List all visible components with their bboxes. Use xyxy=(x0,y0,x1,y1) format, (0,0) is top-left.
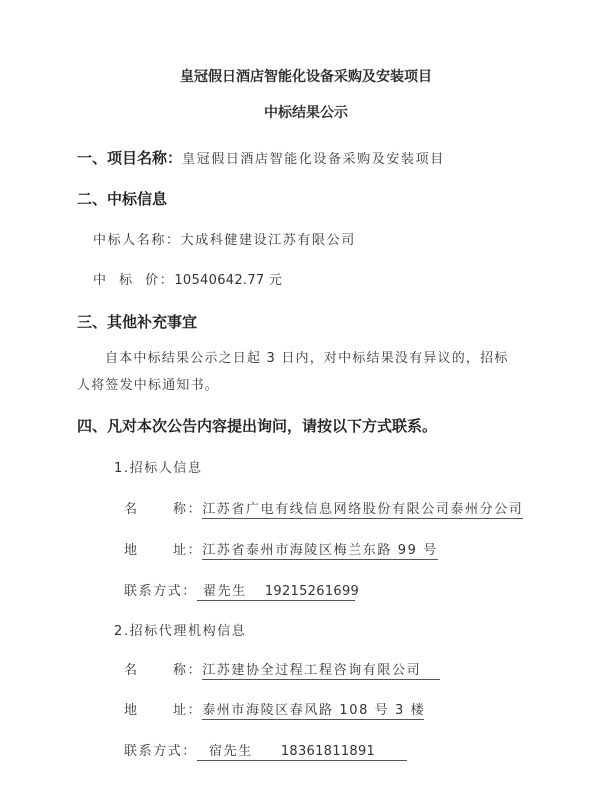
contact-label: 联系方式： xyxy=(124,584,198,599)
section-heading: 二、中标信息 xyxy=(77,190,168,208)
address-label: 地 址： xyxy=(124,543,203,558)
supplementary-paragraph: 自本中标结果公示之日起 3 日内，对中标结果没有异议的，招标人将签发中标通知书。 xyxy=(77,351,509,393)
contact-phone: 19215261699 xyxy=(264,584,360,599)
name-label: 名 称： xyxy=(124,663,203,678)
contact-label: 联系方式： xyxy=(124,744,198,759)
winner-label: 中标人名称： xyxy=(93,233,181,248)
agent-name-value: 江苏建协全过程工程咨询有限公司 xyxy=(202,663,422,678)
agent-contact-row xyxy=(124,740,407,761)
price-value: 10540642.77 元 xyxy=(174,273,283,288)
address-label: 地 址： xyxy=(124,703,203,718)
tenderer-address-row xyxy=(124,539,438,558)
name-label: 名 称： xyxy=(124,502,203,517)
contact-person: 翟先生 xyxy=(203,584,247,599)
tenderer-name-value: 江苏省广电有线信息网络股份有限公司泰州分公司 xyxy=(202,502,524,517)
document-title: 皇冠假日酒店智能化设备采购及安装项目 xyxy=(180,69,432,85)
agent-address-value: 泰州市海陵区春风路 108 号 3 楼 xyxy=(202,703,426,718)
winner-row xyxy=(93,229,356,248)
document-subtitle: 中标结果公示 xyxy=(264,105,348,121)
section-project-name xyxy=(77,147,445,168)
contact-phone: 18361811891 xyxy=(280,744,376,759)
project-name-value: 皇冠假日酒店智能化设备采购及安装项目 xyxy=(182,152,445,167)
tenderer-address-value: 江苏省泰州市海陵区梅兰东路 99 号 xyxy=(202,543,438,558)
agent-name-row xyxy=(124,659,440,680)
tenderer-subheading: 1.招标人信息 xyxy=(114,461,203,476)
agent-subheading: 2.招标代理机构信息 xyxy=(114,624,247,639)
agent-address-row xyxy=(124,699,424,720)
section-heading: 一、项目名称： xyxy=(77,149,183,167)
tenderer-name-row xyxy=(124,498,523,517)
section-heading: 三、其他补充事宜 xyxy=(77,313,198,331)
price-label: 中 标 价： xyxy=(93,273,175,288)
winner-value: 大成科健建设江苏有限公司 xyxy=(180,233,356,248)
section-heading: 四、凡对本次公告内容提出询问，请按以下方式联系。 xyxy=(77,417,438,435)
price-row xyxy=(93,269,282,288)
contact-person: 宿先生 xyxy=(209,744,253,759)
tenderer-contact-row xyxy=(124,580,360,601)
